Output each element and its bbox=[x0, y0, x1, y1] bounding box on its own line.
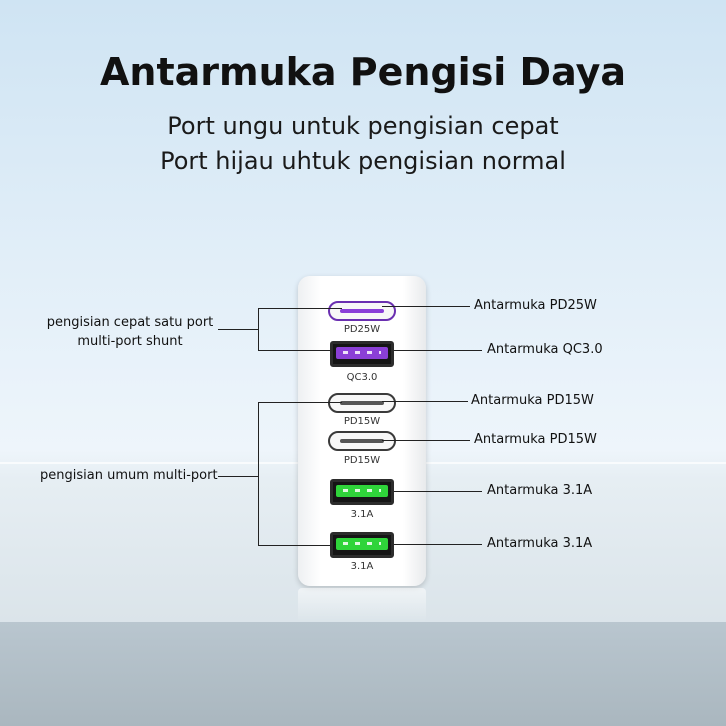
charger-reflection bbox=[298, 588, 426, 622]
callout-pd25w: Antarmuka PD25W bbox=[474, 298, 597, 313]
usb-a-port-31a-1 bbox=[330, 479, 394, 505]
usb-a-port-31a-2 bbox=[330, 532, 394, 558]
bracket-fast-top bbox=[258, 308, 342, 309]
usb-c-port-pd15w-1 bbox=[328, 393, 396, 413]
bracket-fast-vertical bbox=[258, 308, 259, 350]
callout-pd15w-2: Antarmuka PD15W bbox=[474, 432, 597, 447]
callout-line-31a-2 bbox=[394, 544, 482, 545]
port-label-pd15w-2: PD15W bbox=[343, 455, 381, 466]
subtitle-fast-port: Port ungu untuk pengisian cepat bbox=[167, 112, 559, 140]
group-fast-label-line2: multi-port shunt bbox=[77, 334, 183, 349]
port-label-31a-1: 3.1A bbox=[350, 509, 374, 520]
usb-c-port-pd25w bbox=[328, 301, 396, 321]
callout-line-pd25w bbox=[382, 306, 470, 307]
bracket-fast-bottom bbox=[258, 350, 330, 351]
bracket-normal-bottom bbox=[258, 545, 330, 546]
bracket-normal-top bbox=[258, 402, 342, 403]
table-surface bbox=[0, 622, 726, 726]
callout-line-qc30 bbox=[394, 350, 482, 351]
port-label-31a-2: 3.1A bbox=[350, 561, 374, 572]
callout-line-31a-1 bbox=[394, 491, 482, 492]
usb-a-port-qc30 bbox=[330, 341, 394, 367]
port-label-pd15w-1: PD15W bbox=[343, 416, 381, 427]
page-title: Antarmuka Pengisi Daya bbox=[99, 50, 626, 94]
bracket-normal-leader bbox=[218, 476, 258, 477]
callout-qc30: Antarmuka QC3.0 bbox=[487, 342, 603, 357]
group-normal-label: pengisian umum multi-port bbox=[40, 468, 218, 483]
callout-pd15w-1: Antarmuka PD15W bbox=[471, 393, 594, 408]
bracket-fast-leader bbox=[218, 329, 258, 330]
callout-31a-2: Antarmuka 3.1A bbox=[487, 536, 593, 551]
usb-c-port-pd15w-2 bbox=[328, 431, 396, 451]
port-label-qc30: QC3.0 bbox=[346, 372, 378, 383]
callout-line-pd15w-2 bbox=[382, 440, 470, 441]
group-fast-label-line1: pengisian cepat satu port bbox=[46, 315, 214, 330]
port-label-pd25w: PD25W bbox=[343, 324, 381, 335]
callout-line-pd15w-1 bbox=[382, 401, 468, 402]
callout-31a-1: Antarmuka 3.1A bbox=[487, 483, 593, 498]
bracket-normal-vertical bbox=[258, 402, 259, 545]
subtitle-normal-port: Port hijau uhtuk pengisian normal bbox=[160, 147, 566, 175]
charger-body bbox=[298, 276, 426, 586]
